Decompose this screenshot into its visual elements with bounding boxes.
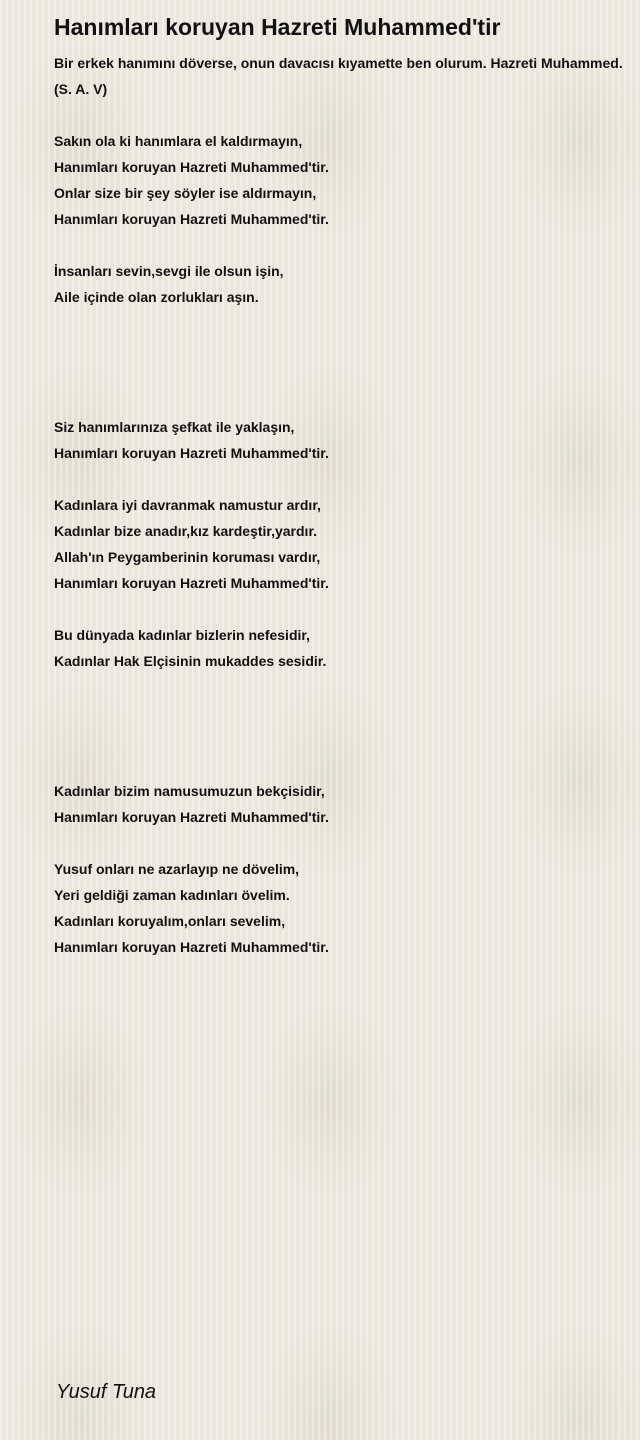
stanza-6	[54, 778, 640, 830]
poem-line: Hanımları koruyan Hazreti Muhammed'tir.	[54, 159, 329, 175]
poem-line: Hanımları koruyan Hazreti Muhammed'tir.	[54, 809, 329, 825]
poem-line: Allah'ın Peygamberinin koruması vardır,	[54, 549, 321, 565]
poem-line: Hanımları koruyan Hazreti Muhammed'tir.	[54, 939, 329, 955]
stanza-7	[54, 856, 640, 960]
stanza-4	[54, 492, 640, 596]
poem-line: Aile içinde olan zorlukları aşın.	[54, 289, 259, 305]
stanza-5	[54, 622, 640, 674]
poem-title: Hanımları koruyan Hazreti Muhammed'tir	[54, 14, 501, 40]
stanza-1	[54, 128, 640, 232]
stanza-3	[54, 414, 640, 466]
poem-line: Hanımları koruyan Hazreti Muhammed'tir.	[54, 575, 329, 591]
poem-line: Hanımları koruyan Hazreti Muhammed'tir.	[54, 445, 329, 461]
poem-line: Yeri geldiği zaman kadınları övelim.	[54, 887, 290, 903]
poem-line: Kadınları koruyalım,onları sevelim,	[54, 913, 286, 929]
poem-line: Kadınlar bizim namusumuzun bekçisidir,	[54, 783, 325, 799]
poem-line: Onlar size bir şey söyler ise aldırmayın,	[54, 185, 317, 201]
poem-author: Yusuf Tuna	[56, 1381, 157, 1403]
stanza-2	[54, 258, 640, 310]
poem-line: Kadınlar Hak Elçisinin mukaddes sesidir.	[54, 653, 327, 669]
poem-line: Yusuf onları ne azarlayıp ne dövelim,	[54, 861, 300, 877]
poem-line: Bu dünyada kadınlar bizlerin nefesidir,	[54, 627, 310, 643]
poem-line: Siz hanımlarınıza şefkat ile yaklaşın,	[54, 419, 295, 435]
poem-line: İnsanları sevin,sevgi ile olsun işin,	[54, 263, 284, 279]
poem-line: Hanımları koruyan Hazreti Muhammed'tir.	[54, 211, 329, 227]
poem-line: Kadınlara iyi davranmak namustur ardır,	[54, 497, 321, 513]
poem-body	[54, 128, 640, 960]
poem-line: Sakın ola ki hanımlara el kaldırmayın,	[54, 133, 303, 149]
poem-intro: Bir erkek hanımını döverse, onun davacısı kıyamette ben olurum. Hazreti Muhammed. (S. A. V)	[54, 55, 623, 97]
poem-line: Kadınlar bize anadır,kız kardeştir,yardır.	[54, 523, 318, 539]
